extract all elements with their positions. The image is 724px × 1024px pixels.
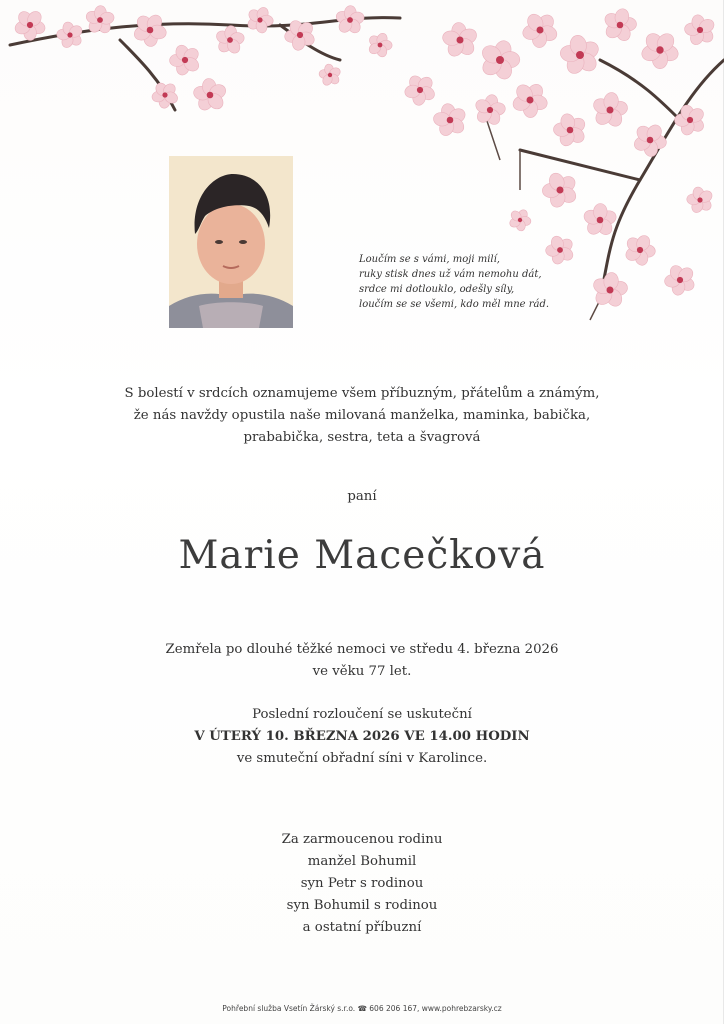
- poem-line: ruky stisk dnes už vám nemohu dát,: [359, 269, 542, 280]
- family-line: syn Bohumil s rodinou: [286, 898, 438, 913]
- blossom-flower: [542, 171, 579, 209]
- family-line: Za zarmoucenou rodinu: [281, 832, 443, 847]
- blossom-flower: [602, 7, 637, 43]
- blossom-flower: [591, 272, 629, 309]
- announcement-text: [0, 383, 724, 449]
- funeral-datetime: V ÚTERÝ 10. BŘEZNA 2026 VE 14.00 HODIN: [194, 729, 530, 744]
- blossom-flower: [508, 208, 531, 231]
- blossom-flower: [404, 74, 437, 106]
- blossom-flower: [334, 5, 365, 35]
- funeral-place: ve smuteční obřadní síni v Karolince.: [236, 751, 488, 766]
- poem-line: Loučím se s vámi, moji milí,: [359, 254, 500, 265]
- blossom-flower: [684, 14, 716, 47]
- blossom-flower: [151, 81, 179, 109]
- funeral-service-footer: Pohřební služba Vsetín Žárský s.r.o. ☎ 606 206 167, www.pohrebzarsky.cz: [222, 1004, 502, 1013]
- blossom-flower: [246, 6, 274, 34]
- family-line: syn Petr s rodinou: [300, 876, 424, 891]
- blossom-flower: [553, 112, 587, 148]
- blossom-flower: [473, 94, 506, 127]
- blossom-flower: [559, 34, 601, 76]
- poem-line: loučím se se všemi, kdo měl mne rád.: [359, 299, 550, 310]
- death-info: [0, 639, 724, 683]
- death-info-line: Zemřela po dlouhé těžké nemoci ve středu 4. března 2026: [165, 642, 559, 657]
- funeral-intro: Poslední rozloučení se uskuteční: [252, 707, 472, 722]
- blossom-flower: [511, 81, 549, 117]
- announcement-line: prababička, sestra, teta a švagrová: [243, 430, 481, 445]
- announcement-line: že nás navždy opustila naše milovaná manželka, maminka, babička,: [133, 408, 591, 423]
- blossom-flower: [169, 43, 201, 76]
- family-line: manžel Bohumil: [307, 854, 417, 869]
- portrait-figure: [169, 156, 293, 328]
- blossom-flower: [624, 233, 656, 266]
- blossom-flower: [686, 186, 714, 214]
- family-line: a ostatní příbuzní: [302, 920, 422, 935]
- blossom-flower: [591, 92, 629, 129]
- farewell-poem: [359, 252, 589, 312]
- announcement-line: S bolestí v srdcích oznamujeme všem příbuzným, přátelům a známým,: [124, 386, 600, 401]
- blossom-flower: [318, 63, 341, 86]
- blossom-flower: [215, 25, 246, 55]
- blossom-flower: [56, 21, 84, 49]
- family-signature: [0, 829, 724, 939]
- blossom-flower: [479, 39, 520, 82]
- blossom-flower: [674, 103, 706, 136]
- blossom-flower: [664, 263, 697, 296]
- funeral-info: [0, 704, 724, 770]
- poem-line: srdce mi dotlouklo, odešly síly,: [359, 284, 515, 295]
- blossom-flower: [367, 32, 392, 58]
- blossom-flower: [632, 122, 668, 157]
- blossom-flower: [132, 12, 168, 47]
- death-info-line: ve věku 77 let.: [312, 664, 412, 679]
- blossom-flower: [441, 22, 479, 59]
- deceased-name: Marie Macečková: [178, 533, 546, 578]
- blossom-flower: [13, 9, 46, 41]
- blossom-flower: [640, 30, 680, 68]
- blossom-flower: [521, 11, 559, 48]
- title-prefix: paní: [347, 489, 377, 504]
- blossom-flower: [192, 78, 228, 113]
- blossom-flower: [433, 102, 468, 137]
- blossom-flower: [582, 203, 618, 237]
- portrait-photo: [169, 156, 293, 328]
